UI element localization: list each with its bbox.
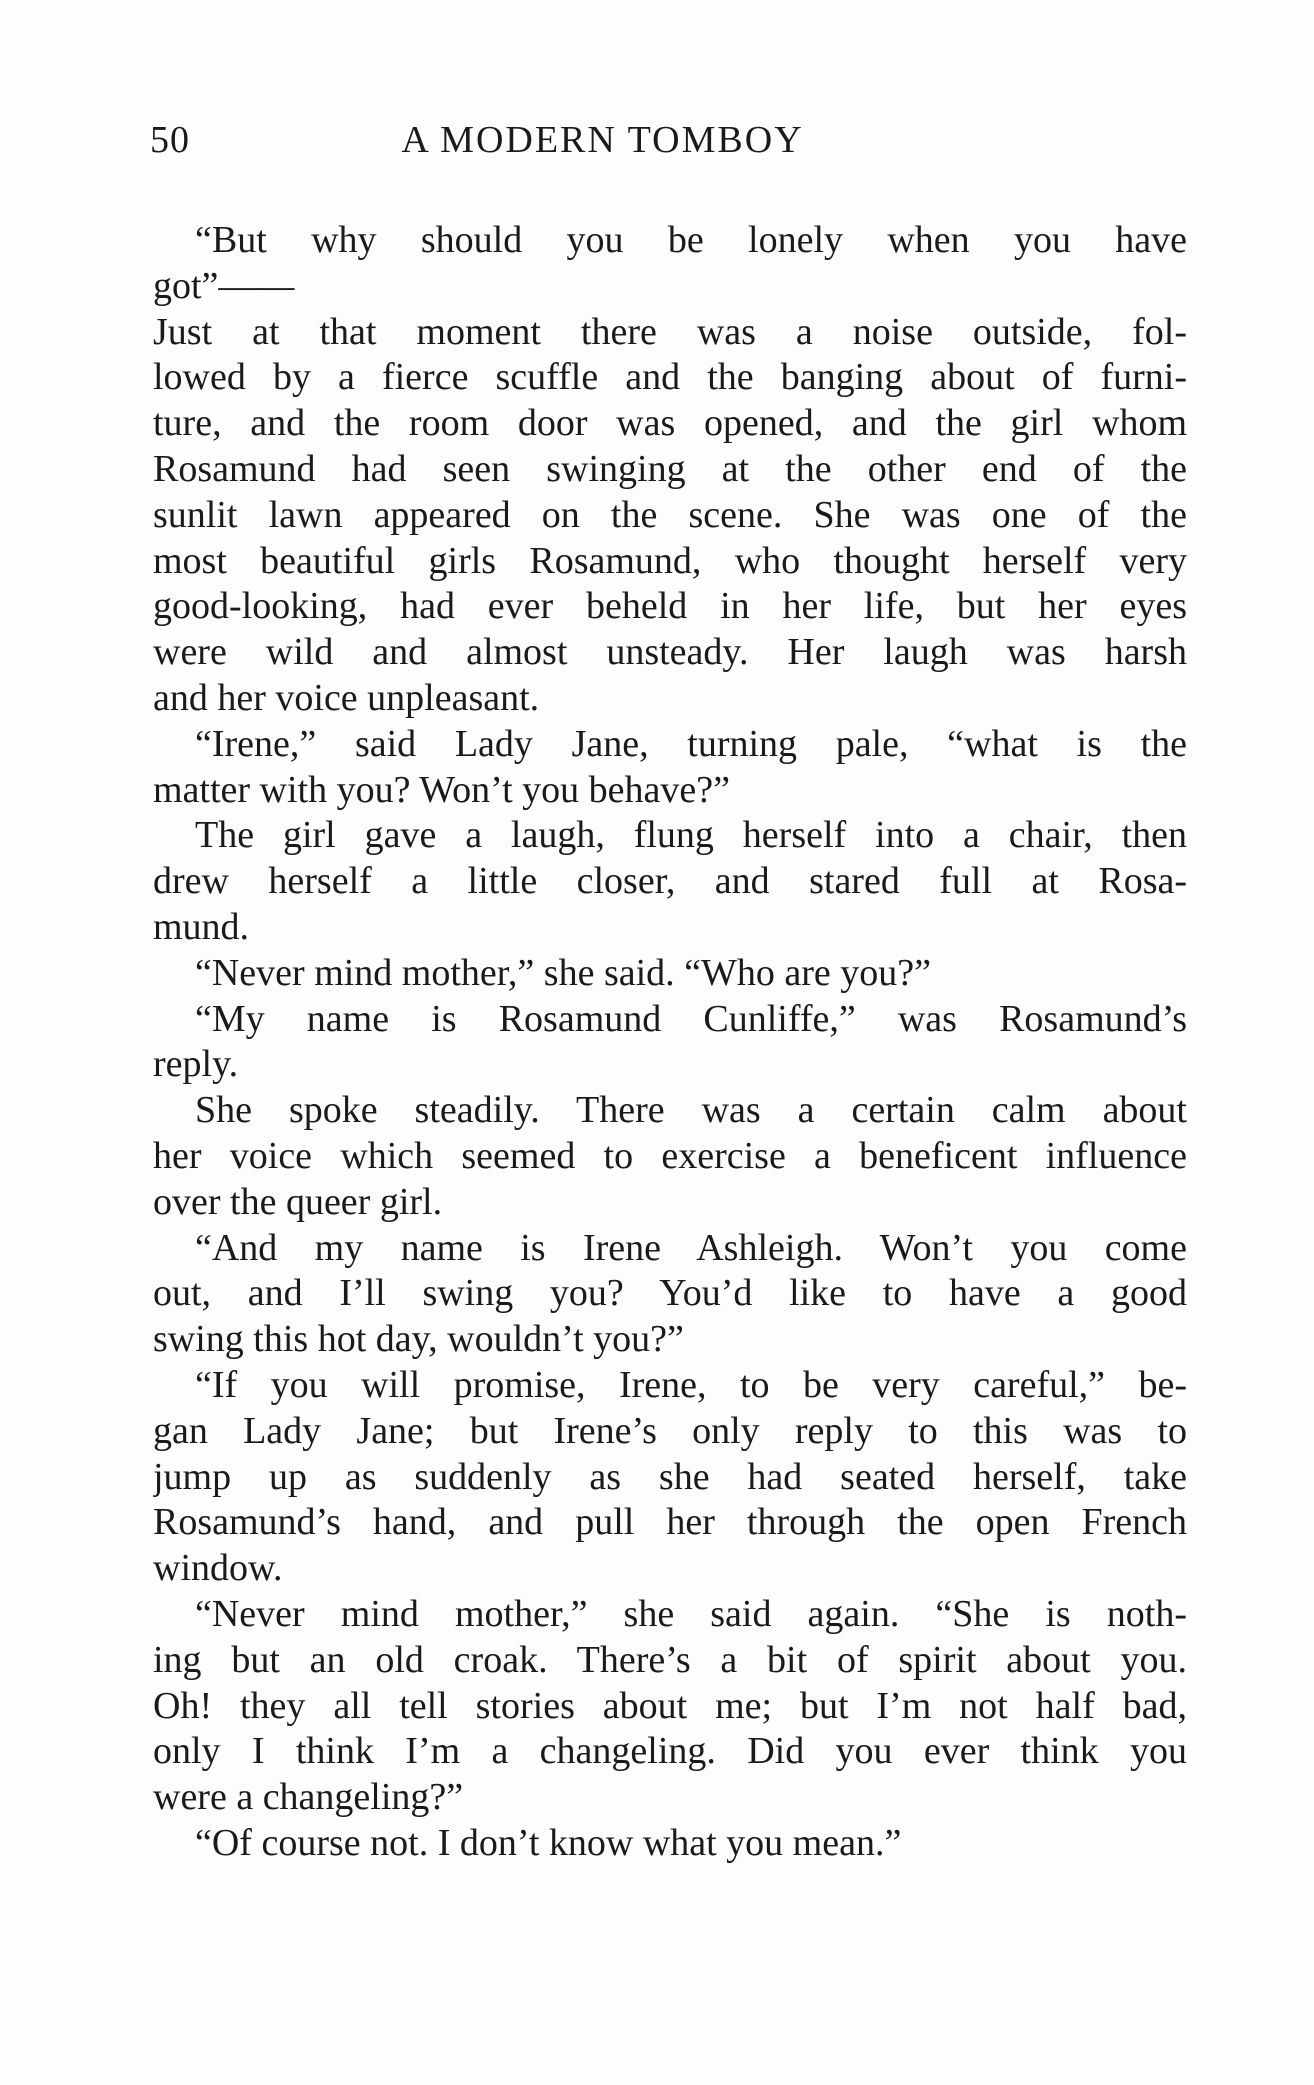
text-line: matter with you? Won’t you behave?” [153, 768, 730, 811]
text-line: She spoke steadily. There was a certain calm about [195, 1089, 1187, 1132]
text-line: reply. [153, 1043, 239, 1086]
text-line: ing but an old croak. There’s a bit of spirit about you. [153, 1638, 1187, 1681]
text-line: “Never mind mother,” she said. “Who are you?” [195, 951, 932, 994]
running-title: A MODERN TOMBOY [401, 119, 804, 161]
text-line: drew herself a little closer, and stared full at Rosa- [153, 860, 1187, 903]
text-line: Rosamund had seen swinging at the other end of the [153, 447, 1187, 490]
text-line: “My name is Rosamund Cunliffe,” was Rosamund’s [195, 997, 1187, 1040]
text-line: The girl gave a laugh, flung herself into a chair, then [195, 814, 1187, 857]
body-text [153, 218, 1187, 1867]
text-line: lowed by a fierce scuffle and the banging about of furni- [153, 356, 1187, 399]
text-line: swing this hot day, wouldn’t you?” [153, 1318, 684, 1361]
page-header [150, 118, 1185, 168]
text-line: Rosamund’s hand, and pull her through the open French [153, 1501, 1187, 1544]
text-line: got”—— [153, 264, 295, 307]
text-line: only I think I’m a changeling. Did you ever think you [153, 1730, 1187, 1773]
text-line: mund. [153, 905, 250, 948]
text-line: “Of course not. I don’t know what you mean.” [195, 1821, 902, 1864]
text-line: “Never mind mother,” she said again. “She is noth- [195, 1592, 1187, 1635]
text-line: were a changeling?” [153, 1776, 464, 1819]
text-line: “And my name is Irene Ashleigh. Won’t you come [195, 1226, 1187, 1269]
text-line: Just at that moment there was a noise outside, fol- [153, 310, 1187, 353]
text-line: “Irene,” said Lady Jane, turning pale, “what is the [195, 722, 1187, 765]
text-line: jump up as suddenly as she had seated herself, take [153, 1455, 1187, 1498]
text-line: “If you will promise, Irene, to be very careful,” be- [195, 1363, 1187, 1406]
text-line: “But why should you be lonely when you have [195, 219, 1187, 261]
text-line: good-looking, had ever beheld in her life, but her eyes [153, 585, 1187, 628]
text-line: window. [153, 1547, 283, 1590]
text-line: ture, and the room door was opened, and the girl whom [153, 402, 1187, 445]
text-line: most beautiful girls Rosamund, who thought herself very [153, 539, 1187, 582]
text-line: out, and I’ll swing you? You’d like to have a good [153, 1272, 1187, 1315]
text-line: gan Lady Jane; but Irene’s only reply to this was to [153, 1409, 1187, 1452]
text-line: and her voice unpleasant. [153, 676, 540, 719]
text-line: Oh! they all tell stories about me; but I’m not half bad, [153, 1684, 1187, 1727]
text-line: her voice which seemed to exercise a beneficent influence [153, 1134, 1187, 1177]
text-line: over the queer girl. [153, 1180, 443, 1223]
page-number: 50 [150, 119, 190, 161]
text-line: were wild and almost unsteady. Her laugh was harsh [153, 631, 1187, 674]
text-line: sunlit lawn appeared on the scene. She was one of the [153, 493, 1187, 536]
